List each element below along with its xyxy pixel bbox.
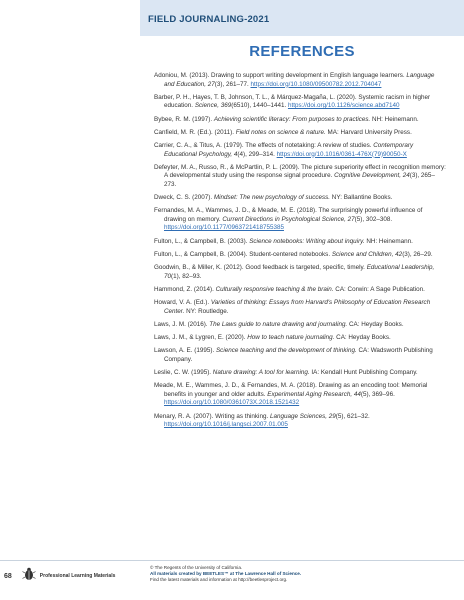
reference-entry [154,264,446,281]
reference-entry [154,382,446,408]
reference-authors: Fulton, L., & Campbell, B. (2004). Student-centered notebooks. [154,250,332,258]
page-title: REFERENCES [249,43,355,60]
reference-entry [154,238,446,247]
reference-entry [154,72,446,89]
reference-title: Nature drawing: A tool for learning. [212,368,310,376]
doi-link[interactable]: https://doi.org/10.1016/0361-476X(79)90050-X [276,150,407,158]
reference-authors: Howard, V. A. (Ed.). [154,299,211,306]
reference-authors: Canfield, M. R. (Ed.). (2011). [154,128,236,136]
reference-title: Culturally responsive teaching & the brain. [215,285,334,293]
reference-entry [154,286,446,295]
reference-details: (6510), 1440–1441. [231,102,288,110]
copyright-line: © The Regents of the University of California. [150,565,243,570]
reference-details: (3), 261–77. [214,80,251,88]
reference-title: Science, 369 [194,102,232,110]
reference-title: Cognitive Development, 24 [334,172,410,180]
reference-authors: Bybee, R. M. (1997). [154,115,214,123]
website-line: Find the latest materials and information at http://beetlesproject.org. [150,577,288,582]
footer-divider [0,560,464,561]
reference-title: Science notebooks: Writing about inquiry. [249,237,365,245]
footer-credits [150,565,450,583]
reference-entry [154,347,446,364]
reference-entry [154,413,446,430]
reference-authors: Fulton, L., & Campbell, B. (2003). [154,237,250,245]
reference-title: Language and Education, 27 [164,72,435,88]
reference-title: Science and Children, 42 [331,250,403,258]
reference-title: Field notes on science & nature. [235,128,326,136]
reference-entry [154,94,446,111]
reference-entry [154,142,446,159]
reference-authors: Barber, P. H., Hayes, T. B, Johnson, T. L., & Márquez-Magaña, L. (2020). Systemic racism in higher education. [154,93,431,110]
reference-title: Varieties of thinking: Essays from Harvard's Philosophy of Education Research Center. [164,299,431,315]
reference-title: Current Directions in Psychological Science, 27 [222,215,355,223]
reference-details: NY: Routledge. [184,307,229,315]
reference-details: MA: Harvard University Press. [325,128,412,136]
reference-details: CA: Corwin: A Sage Publication. [333,285,425,293]
reference-authors: Dweck, C. S. (2007). [154,194,214,202]
reference-title: The Laws guide to nature drawing and journaling. [209,320,348,328]
reference-title: Achieving scientific literacy: From purposes to practices. [213,115,371,123]
reference-authors: Fernandes, M. A., Wammes, J. D., & Meade, M. E. (2018). The surprisingly powerful influence of drawing on memory. [154,207,423,223]
reference-authors: Lawson, A. E. (1995). [154,347,216,355]
running-header: FIELD JOURNALING-2021 [148,14,270,25]
reference-entry [154,194,446,203]
reference-authors: Meade, M. E., Wammes, J. D., & Fernandes, M. A. (2018). Drawing as an encoding tool: Memorial benefits in younger and older adults. [154,382,428,398]
reference-details: (5), 302–308. [354,215,393,223]
reference-details: IA: Kendall Hunt Publishing Company. [309,368,418,376]
reference-entry [154,116,446,125]
reference-details: (3), 26–29. [402,250,433,258]
reference-entry [154,334,446,343]
reference-details: NY: Ballantine Books. [330,194,393,202]
publication-name: Professional Learning Materials [39,573,116,579]
reference-entry [154,251,446,260]
beetle-logo-icon [22,567,36,586]
doi-link[interactable]: https://doi.org/10.1080/0361073X.2018.1521432 [164,399,300,407]
reference-details: (4), 299–314. [237,150,277,158]
doi-link[interactable]: https://doi.org/10.1080/09500782.2012.704047 [250,80,382,88]
reference-details: (1), 82–93. [171,272,202,280]
reference-title: Mindset: The new psychology of success. [213,194,331,202]
reference-details: (3), 265–273. [164,172,435,188]
reference-details: NH: Heinemann. [364,237,413,245]
credit-line: All materials created by BEETLES™ at The Lawrence Hall of Science. [150,571,302,576]
reference-title: Educational Leadership, 70 [164,264,435,280]
left-margin [0,0,140,560]
reference-entry [154,129,446,138]
reference-authors: Menary, R. A. (2007). Writing as thinking. [154,412,270,420]
reference-details: CA: Heyday Books. [347,320,404,328]
reference-title: Contemporary Educational Psychology, 4 [164,141,414,158]
doi-link[interactable]: https://doi.org/10.1016/j.langsci.2007.01.005 [164,421,288,429]
reference-authors: Laws, J. M., & Lygren, E. (2020). [154,333,248,341]
reference-authors: Leslie, C. W. (1995). [154,368,213,376]
page-number: 68 [4,572,12,580]
reference-entry [154,299,446,316]
doi-link[interactable]: https://doi.org/10.1126/science.abd7140 [287,102,400,110]
reference-entry [154,321,446,330]
reference-details: (5), 621–32. [335,412,370,420]
reference-authors: Defeyter, M. A., Russo, R., & McPartlin, P. L. (2009). The picture superiority effect in recognition memory: A developmental study using the response signal procedure. [154,163,446,180]
reference-list [154,72,446,434]
reference-details: (5), 369–96. [360,390,395,398]
reference-authors: Adoniou, M. (2013). Drawing to support writing development in English language learners. [154,72,407,79]
reference-entry [154,369,446,378]
reference-authors: Laws, J. M. (2016). [154,320,210,328]
reference-entry [154,164,446,190]
reference-details: CA: Wadsworth Publishing Company. [164,347,433,363]
reference-details: NH: Heinemann. [370,115,419,123]
doi-link[interactable]: https://doi.org/10.1177/0963721418755385 [164,224,284,232]
reference-title: Language Sciences, 29 [269,412,336,420]
reference-title: How to teach nature journaling. [247,333,335,341]
reference-entry [154,207,446,233]
footer-branding [4,566,115,586]
reference-title: Experimental Aging Research, 44 [267,390,361,398]
reference-title: Science teaching and the development of thinking. [215,347,357,355]
reference-details: CA: Heyday Books. [334,333,391,341]
reference-authors: Hammond, Z. (2014). [154,285,216,293]
reference-authors: Goodwin, B., & Miller, K. (2012). Good feedback is targeted, specific, timely. [154,264,367,272]
reference-authors: Carrier, C. A., & Titus, A. (1979). The effects of notetaking: A review of studies. [154,141,374,149]
